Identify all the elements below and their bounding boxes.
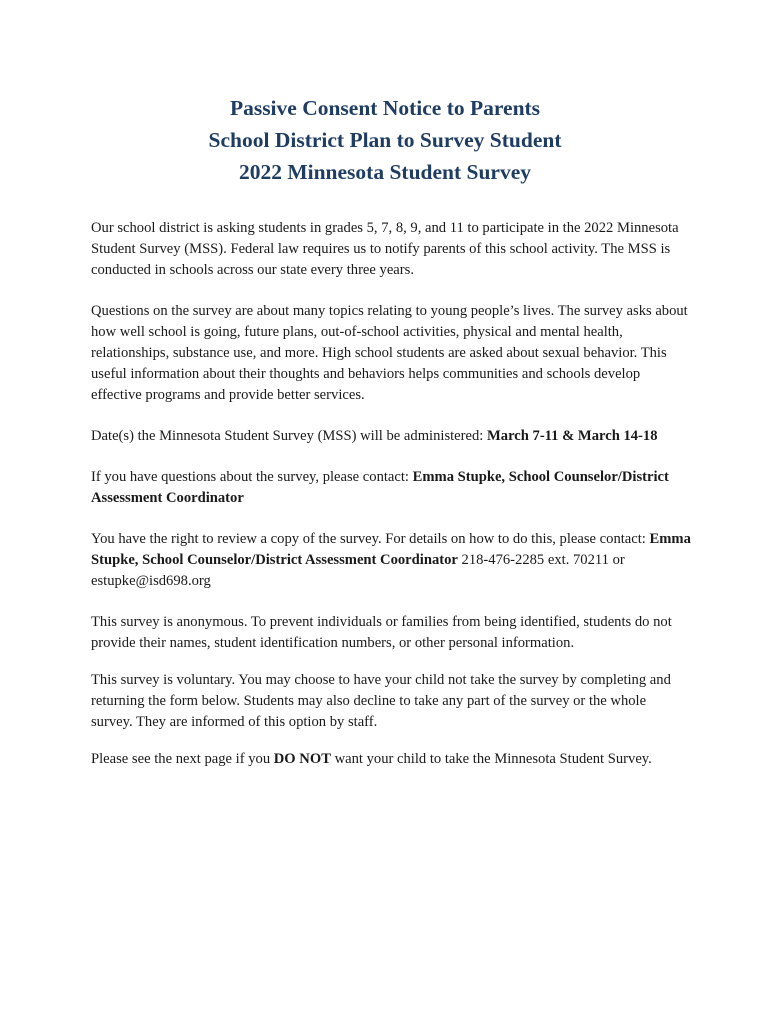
document-body	[91, 218, 691, 790]
questions-contact: Emma Stupke, School Counselor/District Assessment Coordinator	[91, 469, 669, 506]
dates-value: March 7-11 & March 14-18	[487, 428, 658, 444]
review-contact: Emma Stupke, School Counselor/District Assessment Coordinator	[91, 531, 691, 568]
title-line-2: School District Plan to Survey Student	[208, 128, 562, 152]
questions-paragraph	[91, 467, 691, 509]
document-title	[0, 92, 770, 188]
dates-label: Date(s) the Minnesota Student Survey (MSS) will be administered:	[91, 428, 487, 444]
title-line-1: Passive Consent Notice to Parents	[229, 96, 541, 120]
voluntary-paragraph: This survey is voluntary. You may choose to have your child not take the survey by completing and returning the form below. Students may also decline to take any part of the survey or the whole survey. They are informed of this option by staff.	[91, 672, 671, 730]
next-page-suffix: want your child to take the Minnesota Student Survey.	[330, 751, 652, 767]
next-page-prefix: Please see the next page if you	[91, 751, 274, 767]
anonymous-paragraph: This survey is anonymous. To prevent individuals or families from being identified, students do not provide their names, student identification numbers, or other personal information.	[91, 614, 672, 651]
next-page-emphasis: DO NOT	[273, 751, 331, 767]
questions-label: If you have questions about the survey, please contact:	[91, 469, 413, 485]
next-page-paragraph	[91, 749, 691, 770]
dates-paragraph	[91, 426, 691, 447]
review-label: You have the right to review a copy of the survey. For details on how to do this, please contact:	[91, 531, 650, 547]
topics-paragraph: Questions on the survey are about many topics relating to young people’s lives. The survey asks about how well school is going, future plans, out-of-school activities, physical and mental health, relationships, substance use, and more. High school students are asked about sexual behavior. This useful information about their thoughts and behaviors helps communities and schools develop effective programs and provide better services.	[91, 303, 688, 403]
review-contact-details: 218-476-2285 ext. 70211 or estupke@isd698.org	[91, 552, 625, 589]
review-paragraph	[91, 529, 691, 592]
title-line-3: 2022 Minnesota Student Survey	[238, 160, 532, 184]
intro-paragraph: Our school district is asking students in grades 5, 7, 8, 9, and 11 to participate in the 2022 Minnesota Student Survey (MSS). Federal law requires us to notify parents of this school activity. The MSS is conducted in schools across our state every three years.	[91, 220, 679, 278]
